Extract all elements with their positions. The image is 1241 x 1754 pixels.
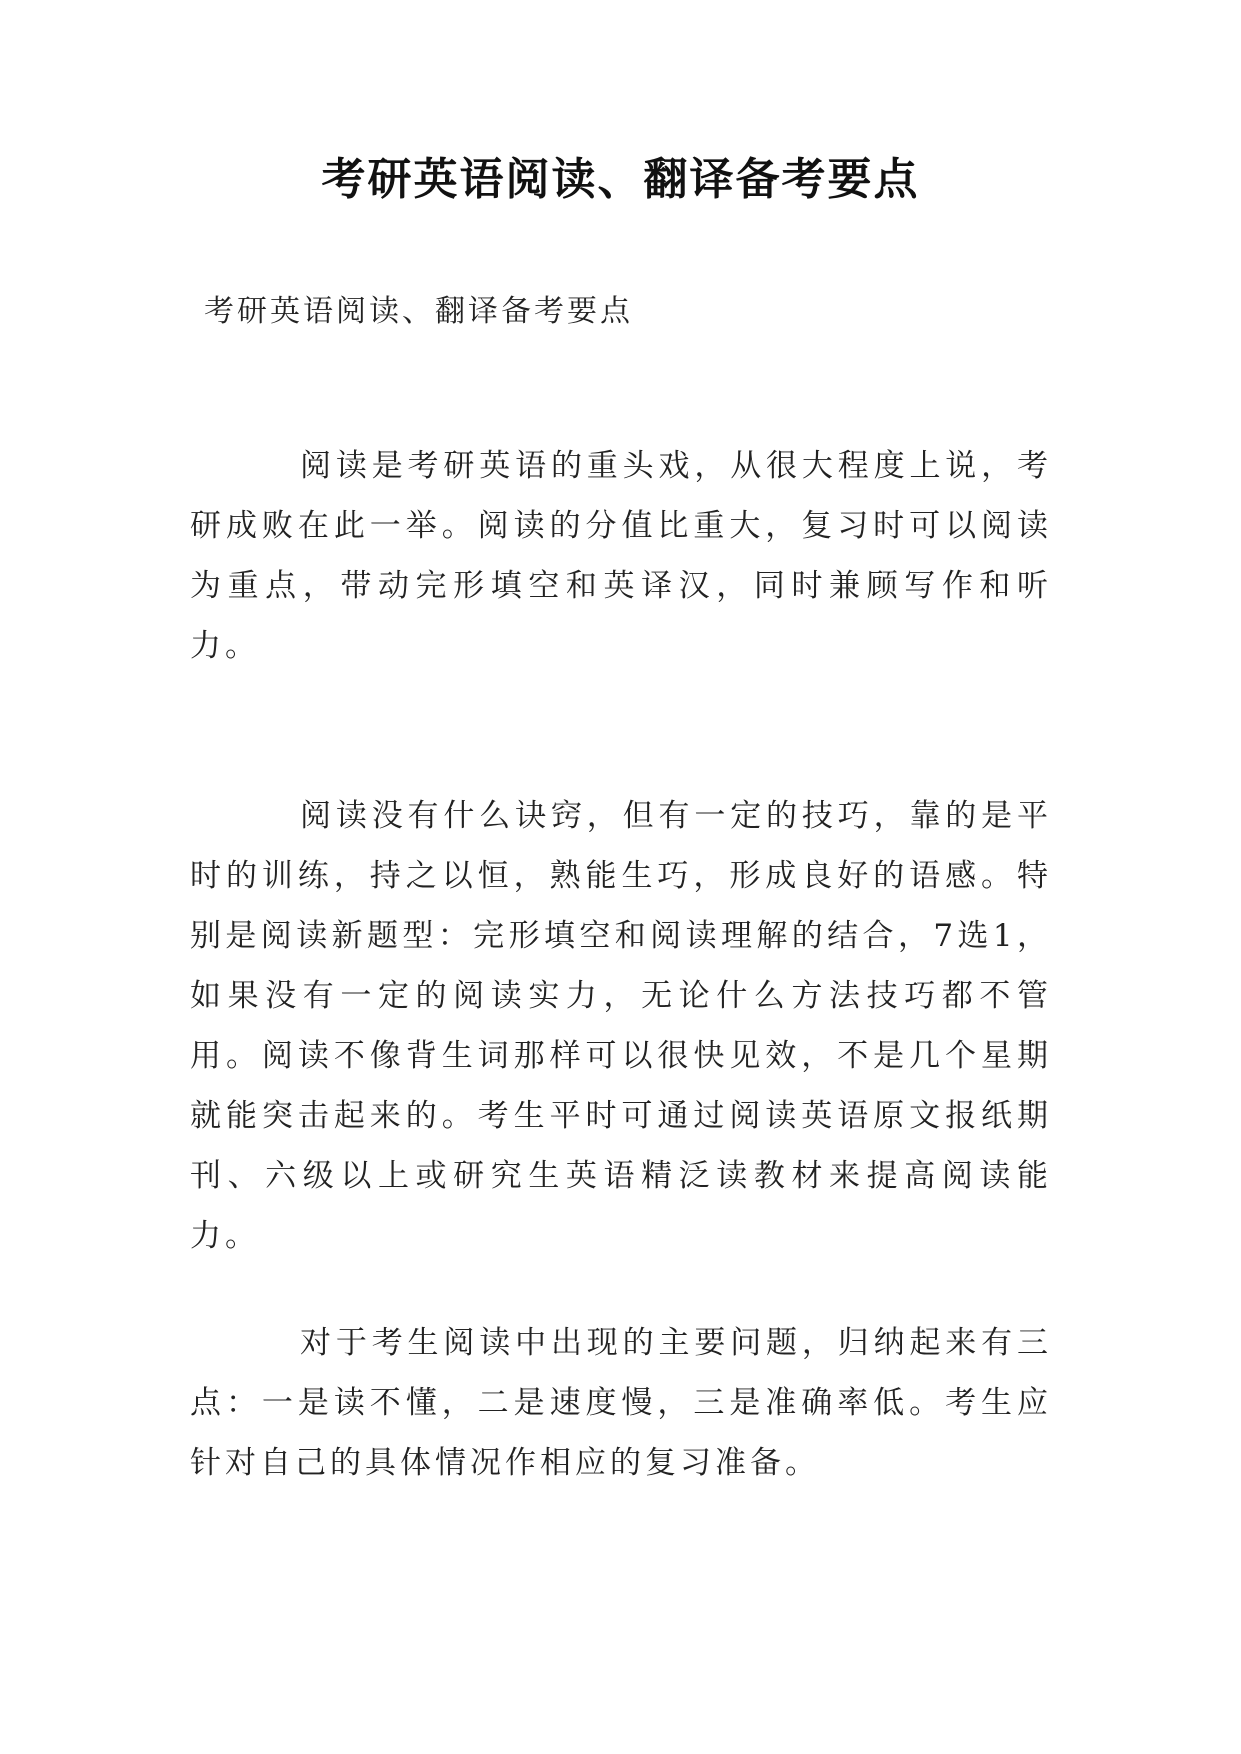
- document-subtitle: 考研英语阅读、翻译备考要点: [204, 294, 633, 329]
- document-title: 考研英语阅读、翻译备考要点: [321, 154, 920, 205]
- paragraph-reading-importance: 阅读是考研英语的重头戏，从很大程度上说，考研成败在此一举。阅读的分值比重大，复习时可以阅读为重点，带动完形填空和英译汉，同时兼顾写作和听力。: [190, 448, 1052, 664]
- paragraph-reading-skills: 阅读没有什么诀窍，但有一定的技巧，靠的是平时的训练，持之以恒，熟能生巧，形成良好的语感。特别是阅读新题型：完形填空和阅读理解的结合，7选1，如果没有一定的阅读实力，无论什么方法技巧都不管用。阅读不像背生词那样可以很快见效，不是几个星期就能突击起来的。考生平时可通过阅读英语原文报纸期刊、六级以上或研究生英语精泛读教材来提高阅读能力。: [190, 798, 1052, 1254]
- paragraph-main-problems: 对于考生阅读中出现的主要问题，归纳起来有三点：一是读不懂，二是速度慢，三是准确率低。考生应针对自己的具体情况作相应的复习准备。: [190, 1325, 1052, 1481]
